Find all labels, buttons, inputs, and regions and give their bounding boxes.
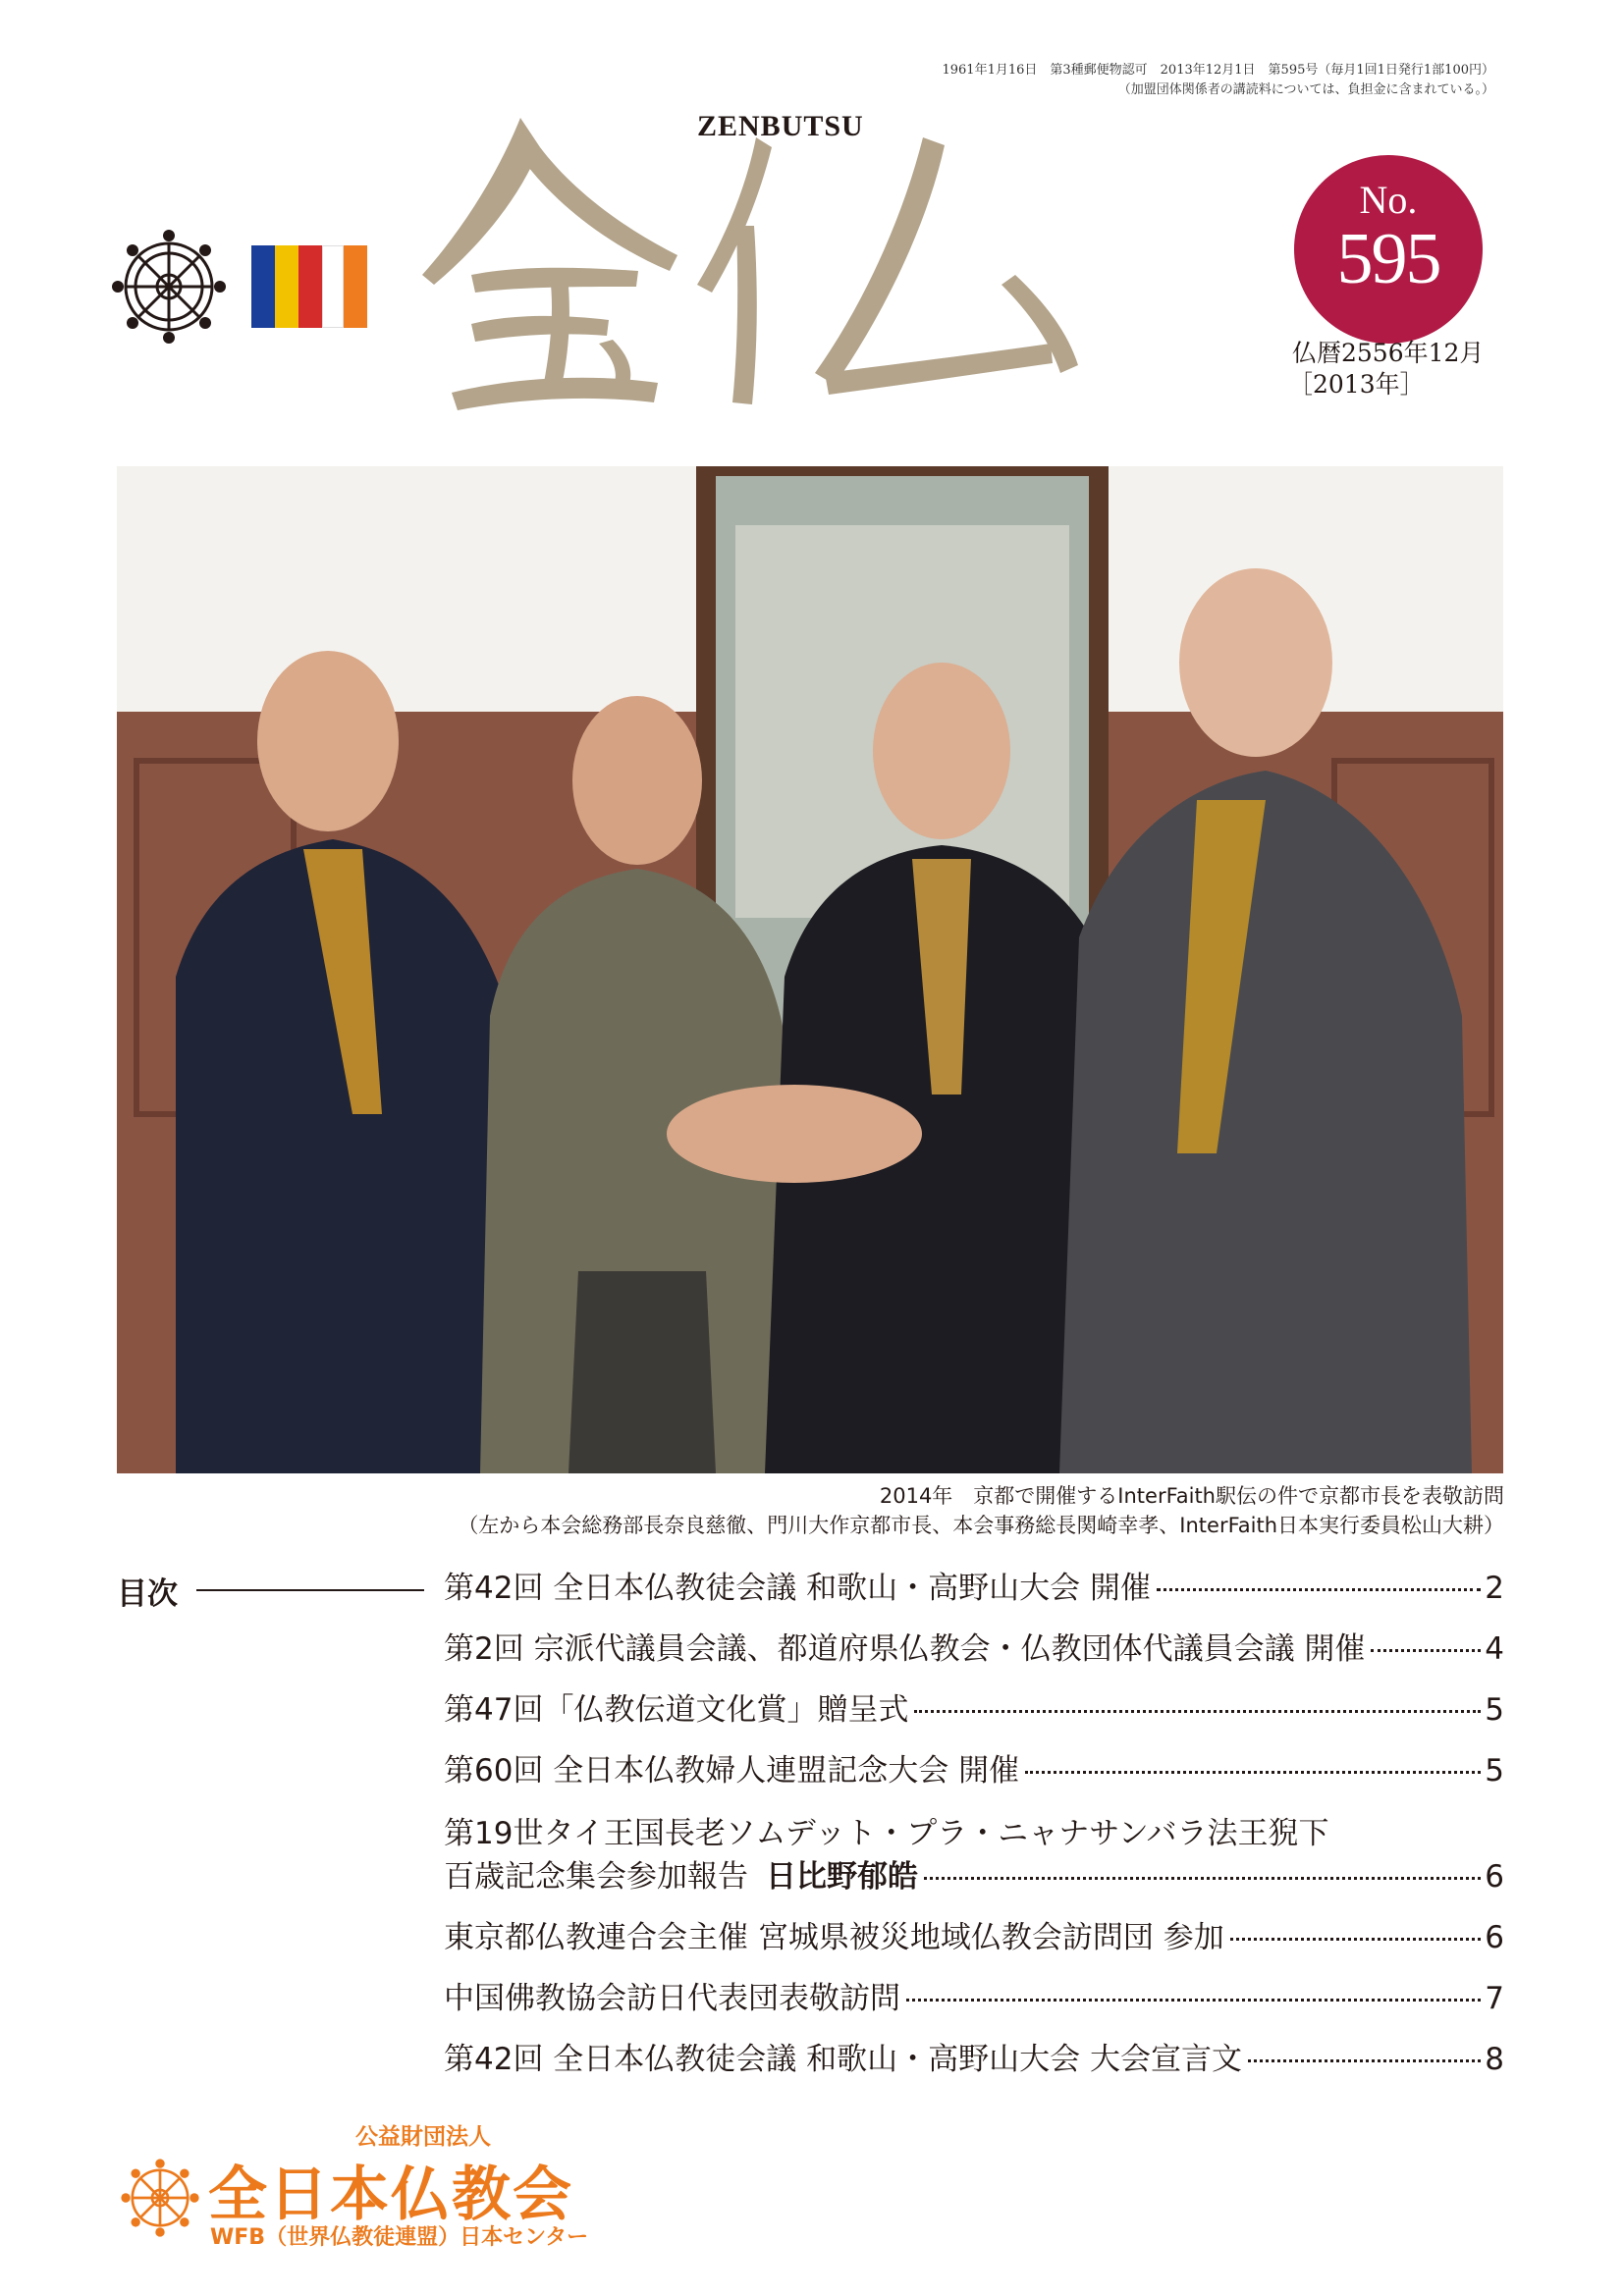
date-buddhist: 仏暦2556年12月 (1292, 339, 1485, 367)
issue-number: 595 (1336, 219, 1440, 299)
toc-entry-title: 第47回「仏教伝道文化賞」贈呈式 (444, 1692, 909, 1728)
toc-leader (1230, 1938, 1482, 1941)
toc-leader (1025, 1771, 1481, 1774)
subscription-note: （加盟団体関係者の講読料については、負担金に含まれている。） (1117, 82, 1494, 97)
title-romaji: ZENBUTSU (697, 110, 864, 142)
toc-entry-title-line2: 百歳記念集会参加報告 (444, 1859, 748, 1895)
toc-leader (1157, 1588, 1481, 1591)
toc-entry-title: 中国佛教協会訪日代表団表敬訪問 (444, 1981, 900, 2016)
toc-leader (914, 1710, 1481, 1713)
toc-entry-title: 第60回 全日本仏教婦人連盟記念大会 開催 (444, 1753, 1020, 1789)
flag-stripe-orange (344, 245, 367, 328)
toc-entry[interactable] (444, 1690, 1504, 1730)
buddhist-flag (251, 245, 367, 328)
issue-badge (1294, 155, 1483, 344)
flag-stripe-yellow (275, 245, 298, 328)
org-prefix: 公益財団法人 (355, 2124, 491, 2150)
toc-entry-page: 8 (1485, 2042, 1504, 2077)
photo-caption-line1: 2014年 京都で開催するInterFaith駅伝の件で京都市長を表敬訪問 (879, 1484, 1504, 1508)
toc-entry[interactable] (444, 1569, 1504, 1608)
dharma-wheel-icon (106, 224, 232, 349)
toc-entry[interactable] (444, 1979, 1504, 2018)
flag-stripe-blue (251, 245, 275, 328)
org-subtitle: WFB（世界仏教徒連盟）日本センター (210, 2225, 589, 2250)
toc-leader (1371, 1649, 1481, 1652)
toc-entry-page: 7 (1485, 1981, 1504, 2016)
toc-entry-page: 6 (1485, 1859, 1504, 1895)
publication-info: 1961年1月16日 第3種郵便物認可 2013年12月1日 第595号（毎月1回1日発行1部100円） (942, 63, 1494, 78)
toc-entry-page: 5 (1485, 1692, 1504, 1728)
toc-leader (1248, 2059, 1481, 2062)
toc-entry-author: 日比野郁皓 (766, 1859, 918, 1895)
toc-entry[interactable] (444, 1814, 1504, 1896)
toc-entry-title: 第42回 全日本仏教徒会議 和歌山・高野山大会 大会宣言文 (444, 2042, 1243, 2077)
toc-entry-title: 第42回 全日本仏教徒会議 和歌山・高野山大会 開催 (444, 1571, 1152, 1606)
toc-entry[interactable] (444, 2040, 1504, 2079)
toc-leader (924, 1877, 1481, 1880)
toc-entry-page: 6 (1485, 1920, 1504, 1955)
flag-stripe-white (322, 245, 344, 328)
toc-leader (906, 1999, 1481, 2002)
org-dharma-wheel-icon (118, 2156, 202, 2240)
cover-photo (117, 466, 1503, 1473)
flag-stripe-red (298, 245, 322, 328)
issue-prefix: No. (1359, 178, 1418, 222)
toc-entry-title: 東京都仏教連合会主催 宮城県被災地域仏教会訪問団 参加 (444, 1920, 1224, 1955)
toc-entry[interactable] (444, 1751, 1504, 1790)
toc-label: 目次 (117, 1576, 178, 1612)
toc-entry[interactable] (444, 1629, 1504, 1669)
toc-entry-page: 4 (1485, 1631, 1504, 1667)
date-western: ［2013年］ (1288, 370, 1425, 399)
toc-entry-title-line1: 第19世タイ王国長老ソムデット・プラ・ニャナサンバラ法王猊下 (444, 1816, 1329, 1851)
toc-entry-page: 2 (1485, 1571, 1504, 1606)
toc-entry[interactable] (444, 1918, 1504, 1957)
toc-rule (196, 1589, 424, 1591)
photo-caption-line2: （左から本会総務部長奈良慈徹、門川大作京都市長、本会事務総長関崎幸孝、InterFaith日本実行委員松山大耕） (458, 1514, 1504, 1537)
toc-entry-title: 第2回 宗派代議員会議、都道府県仏教会・仏教団体代議員会議 開催 (444, 1631, 1366, 1667)
toc-entry-page: 5 (1485, 1753, 1504, 1789)
org-name: 全日本仏教会 (208, 2161, 573, 2229)
